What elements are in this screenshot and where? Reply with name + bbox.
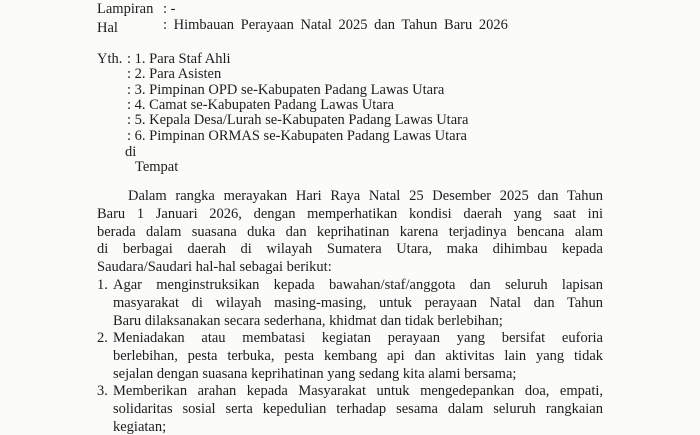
paragraph-line: berada dalam suasana duka dan keprihatinan karena terjadinya bencana alam: [97, 224, 603, 240]
item-number: 1.: [97, 277, 108, 293]
yth-label: Yth.: [97, 51, 123, 67]
tempat-label: Tempat: [135, 159, 179, 175]
item-line: Meniadakan atau membatasi kegiatan perayaan yang bersifat euforia: [113, 330, 603, 346]
item-number: 3.: [97, 383, 108, 399]
recipient: : 4. Camat se-Kabupaten Padang Lawas Utara: [127, 97, 394, 113]
paragraph-line: Saudara/Saudari hal-hal sebagai berikut:: [97, 259, 332, 275]
recipient: : 1. Para Staf Ahli: [127, 51, 231, 67]
item-line: Agar menginstruksikan kepada bawahan/staf/anggota dan seluruh lapisan: [113, 277, 603, 293]
hal-label: Hal: [97, 20, 118, 36]
recipient: : 6. Pimpinan ORMAS se-Kabupaten Padang Lawas Utara: [127, 128, 467, 144]
paragraph-line: di berbagai daerah di wilayah Sumatera Utara, maka dihimbau kepada: [97, 241, 603, 257]
item-line: solidaritas sosial serta kepedulian terhadap sesama dalam seluruh rangkaian: [113, 401, 603, 417]
item-line: berlebihan, pesta terbuka, pesta kembang api dan aktivitas lain yang tidak: [113, 348, 603, 364]
recipient: : 3. Pimpinan OPD se-Kabupaten Padang Lawas Utara: [127, 82, 445, 98]
item-line: sejalan dengan suasana keprihatinan yang sedang kita alami bersama;: [113, 366, 517, 382]
item-number: 2.: [97, 330, 108, 346]
recipient: : 2. Para Asisten: [127, 66, 222, 82]
item-line: Baru dilaksanakan secara sederhana, khidmat dan tidak berlebihan;: [113, 313, 503, 329]
lampiran-value: : -: [163, 1, 176, 17]
paragraph-line: Baru 1 Januari 2026, dengan memperhatikan kondisi daerah yang saat ini: [97, 206, 603, 222]
item-line: masyarakat di wilayah masing-masing, untuk perayaan Natal dan Tahun: [113, 295, 603, 311]
hal-value: : Himbauan Perayaan Natal 2025 dan Tahun Baru 2026: [163, 17, 508, 33]
recipient: : 5. Kepala Desa/Lurah se-Kabupaten Padang Lawas Utara: [127, 112, 469, 128]
item-line: Memberikan arahan kepada Masyarakat untuk mengedepankan doa, empati,: [113, 383, 603, 399]
item-line: kegiatan;: [113, 419, 167, 435]
di-label: di: [125, 144, 137, 160]
paragraph-line: Dalam rangka merayakan Hari Raya Natal 25 Desember 2025 dan Tahun: [128, 188, 603, 204]
lampiran-label: Lampiran: [97, 1, 154, 17]
